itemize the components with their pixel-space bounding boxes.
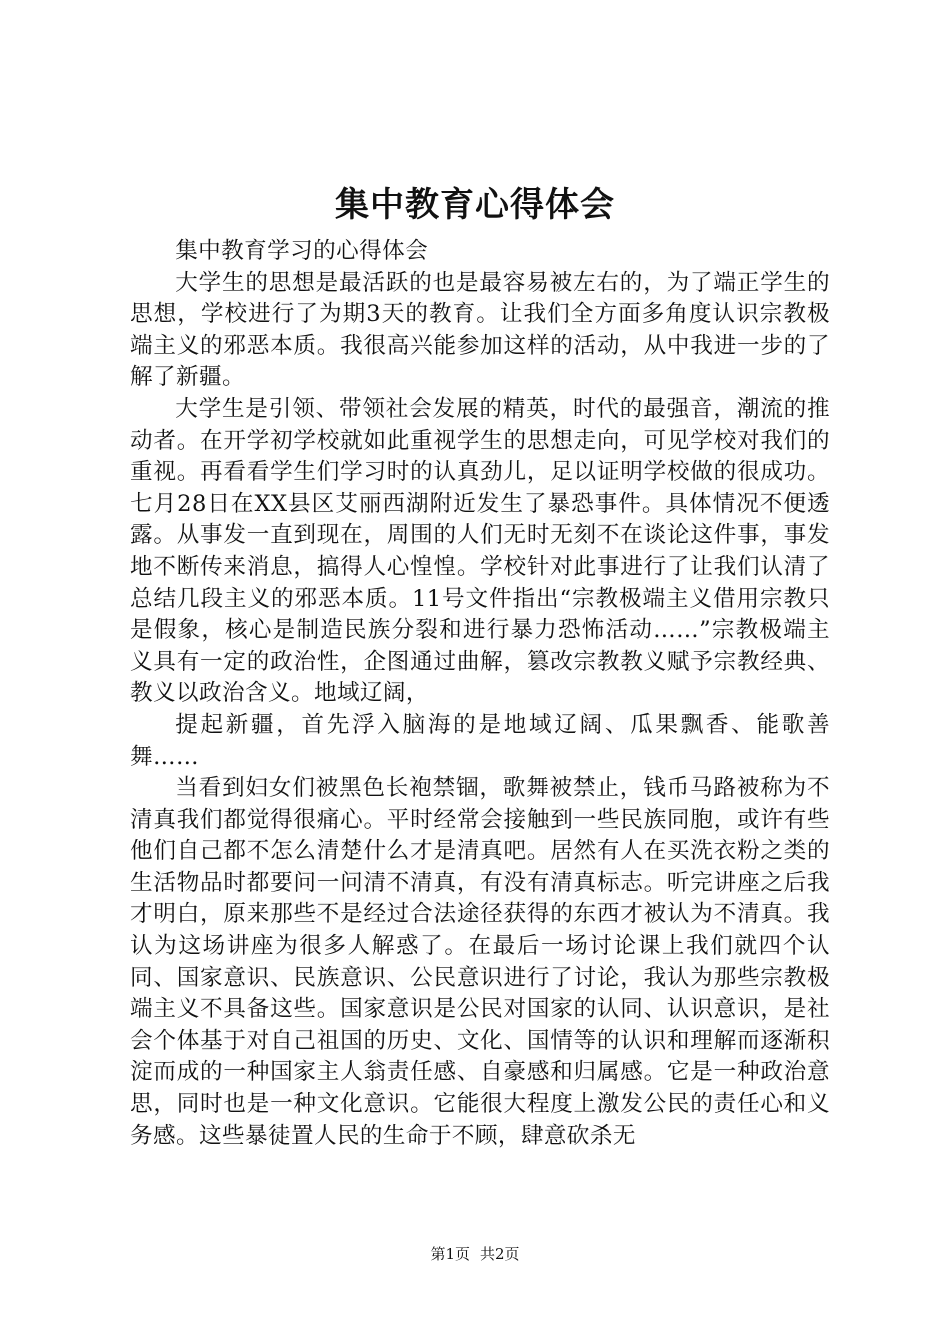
body-paragraph: 提起新疆，首先浮入脑海的是地域辽阔、瓜果飘香、能歌善舞…… [130,711,830,770]
body-paragraph: 当看到妇女们被黑色长袍禁锢，歌舞被禁止，钱币马路被称为不清真我们都觉得很痛心。平时经常会接触到一些民族同胞，或许有些他们自己都不怎么清楚什么才是清真吧。居然有人在买洗衣粉之类的生活物品时都要问一问清不清真，有没有清真标志。听完讲座之后我才明白，原来那些不是经过合法途径获得的东西才被认为不清真。我认为这场讲座为很多人解惑了。在最后一场讨论课上我们就四个认同、国家意识、民族意识、公民意识进行了讨论，我认为那些宗教极端主义不具备这些。国家意识是公民对国家的认同、认识意识，是社会个体基于对自己祖国的历史、文化、国情等的认识和理解而逐渐积淀而成的一种国家主人翁责任感、自豪感和归属感。它是一种政治意思，同时也是一种文化意识。它能很大程度上激发公民的责任心和义务感。这些暴徒置人民的生命于不顾，肆意砍杀无 [130,775,830,1149]
document-body [130,236,830,1152]
subtitle-paragraph: 集中教育学习的心得体会 [175,238,429,264]
page-footer [0,1244,950,1264]
body-paragraph: 大学生的思想是最活跃的也是最容易被左右的，为了端正学生的思想，学校进行了为期3天的教育。让我们全方面多角度认识宗教极端主义的邪恶本质。我很高兴能参加这样的活动，从中我进一步的了解了新疆。 [130,269,830,391]
page-number: 第1页 [430,1245,470,1263]
document-title: 集中教育心得体会 [335,185,615,225]
body-paragraph: 大学生是引领、带领社会发展的精英，时代的最强音，潮流的推动者。在开学初学校就如此重视学生的思想走向，可见学校对我们的重视。再看看学生们学习时的认真劲儿，足以证明学校做的很成功。七月28日在XX县区艾丽西湖附近发生了暴恐事件。具体情况不便透露。从事发一直到现在，周围的人们无时无刻不在谈论这件事，事发地不断传来消息，搞得人心惶惶。学校针对此事进行了让我们认清了总结几段主义的邪恶本质。11号文件指出“宗教极端主义借用宗教只是假象，核心是制造民族分裂和进行暴力恐怖活动……”宗教极端主义具有一定的政治性，企图通过曲解，篡改宗教教义赋予宗教经典、教义以政治含义。地域辽阔， [130,395,830,707]
page-total: 共2页 [480,1245,520,1263]
